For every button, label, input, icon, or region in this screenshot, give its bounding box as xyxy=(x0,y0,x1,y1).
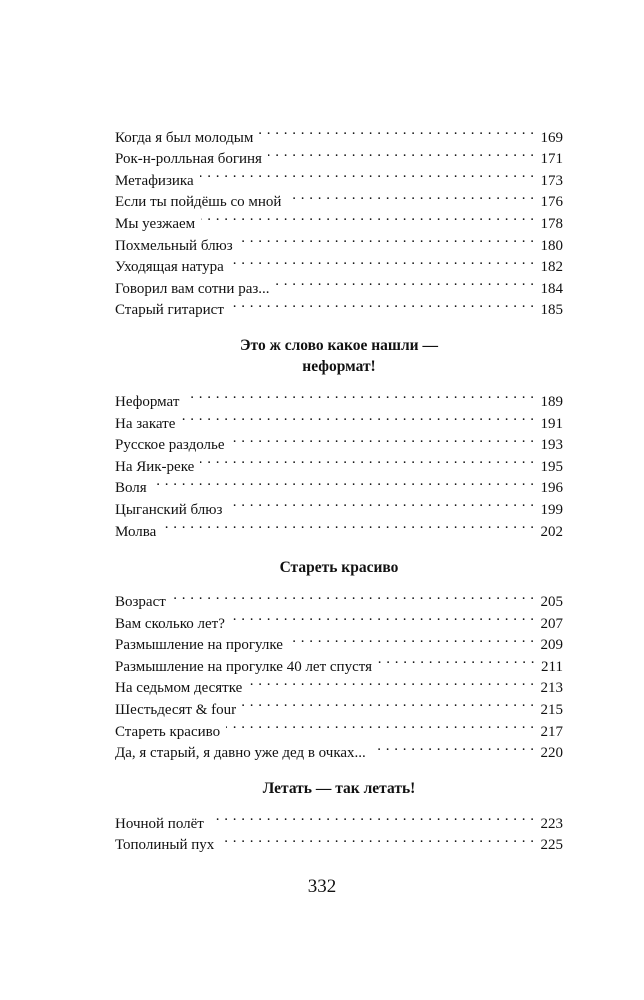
leader-dots xyxy=(248,671,534,693)
toc-entry xyxy=(115,606,563,632)
entry-page-number: 202 xyxy=(540,523,563,540)
entry-title: Похмельный блюз xyxy=(115,237,233,254)
leader-dots xyxy=(239,228,535,250)
leader-dots xyxy=(228,492,534,514)
leader-dots xyxy=(226,714,534,736)
section-heading xyxy=(115,778,563,799)
leader-dots xyxy=(287,185,534,207)
entry-page-number: 199 xyxy=(540,501,563,518)
leader-dots xyxy=(268,142,535,164)
entry-page-number: 184 xyxy=(540,280,563,297)
entry-title: Стареть красиво xyxy=(115,723,221,740)
entry-page-number: 223 xyxy=(540,815,563,832)
leader-dots xyxy=(276,271,535,293)
entry-title: Метафизика xyxy=(115,172,194,189)
section-heading xyxy=(115,335,563,377)
entry-page-number: 191 xyxy=(540,415,563,432)
toc-group xyxy=(115,335,563,540)
section-heading-line: Летать — так летать! xyxy=(262,780,416,798)
entry-page-number: 220 xyxy=(540,745,563,762)
entry-title: Размышление на прогулке xyxy=(115,637,283,654)
toc-entry xyxy=(115,471,563,497)
leader-dots xyxy=(259,120,534,142)
toc-entry xyxy=(115,384,563,410)
leader-dots xyxy=(231,606,535,628)
entry-title: Вам сколько лет? xyxy=(115,615,225,632)
toc-group xyxy=(115,120,563,319)
toc-entry xyxy=(115,806,563,832)
entry-title: Говорил вам сотни раз... xyxy=(115,280,270,297)
toc-entry xyxy=(115,514,563,540)
entry-page-number: 209 xyxy=(540,637,563,654)
entry-title: На седьмом десятке xyxy=(115,680,243,697)
leader-dots xyxy=(185,384,534,406)
leader-dots xyxy=(220,828,534,850)
entry-page-number: 195 xyxy=(540,458,563,475)
leader-dots xyxy=(172,585,535,607)
entry-title: Воля xyxy=(115,480,147,497)
entry-title: Шестьдесят & four xyxy=(115,702,237,719)
leader-dots xyxy=(200,163,535,185)
toc-entry xyxy=(115,406,563,432)
entry-page-number: 180 xyxy=(540,237,563,254)
toc-group xyxy=(115,557,563,762)
entry-title: Когда я был молодым xyxy=(115,129,254,146)
entry-page-number: 171 xyxy=(540,151,563,168)
leader-dots xyxy=(181,406,534,428)
leader-dots xyxy=(378,649,535,671)
entry-page-number: 176 xyxy=(540,194,563,211)
section-heading-line: Стареть красиво xyxy=(279,558,399,576)
entry-title: Если ты пойдёшь со мной xyxy=(115,194,282,211)
leader-dots xyxy=(230,250,535,272)
leader-dots xyxy=(153,471,535,493)
toc-group xyxy=(115,778,563,854)
entry-page-number: 178 xyxy=(540,215,563,232)
entry-title: Уходящая натура xyxy=(115,259,224,276)
entry-title: Тополиный пух xyxy=(115,837,215,854)
entry-title: Русское раздолье xyxy=(115,437,225,454)
entry-page-number: 182 xyxy=(540,259,563,276)
entry-page-number: 205 xyxy=(540,594,563,611)
leader-dots xyxy=(200,449,534,471)
leader-dots xyxy=(201,206,534,228)
page-number: 332 xyxy=(307,876,337,897)
entry-title: Ночной полёт xyxy=(115,815,204,832)
toc-entry xyxy=(115,585,563,611)
entry-page-number: 213 xyxy=(540,680,563,697)
entry-title: Мы уезжаем xyxy=(115,215,196,232)
entry-page-number: 169 xyxy=(540,129,563,146)
entry-page-number: 211 xyxy=(541,658,563,675)
entry-page-number: 193 xyxy=(540,437,563,454)
entry-title: Размышление на прогулке 40 лет спустя xyxy=(115,658,372,675)
leader-dots xyxy=(230,293,535,315)
entry-title: На Яик-реке xyxy=(115,458,195,475)
leader-dots xyxy=(210,806,535,828)
entry-title: Старый гитарист xyxy=(115,302,224,319)
entry-title: Возраст xyxy=(115,594,166,611)
entry-page-number: 185 xyxy=(540,302,563,319)
table-of-contents xyxy=(115,120,563,854)
entry-title: Цыганский блюз xyxy=(115,501,223,518)
toc-entry xyxy=(115,428,563,454)
leader-dots xyxy=(162,514,534,536)
toc-entry xyxy=(115,120,563,146)
entry-title: Да, я старый, я давно уже дед в очках... xyxy=(115,745,366,762)
entry-page-number: 225 xyxy=(540,837,563,854)
entry-title: Молва xyxy=(115,523,157,540)
section-heading-line: неформат! xyxy=(302,358,376,376)
entry-page-number: 207 xyxy=(540,615,563,632)
entry-page-number: 217 xyxy=(540,723,563,740)
toc-entry xyxy=(115,492,563,518)
section-heading xyxy=(115,557,563,578)
entry-title: Рок-н-ролльная богиня xyxy=(115,151,262,168)
section-heading-line: Это ж слово какое нашли — xyxy=(240,337,438,355)
leader-dots xyxy=(242,692,534,714)
entry-title: Неформат xyxy=(115,393,180,410)
entry-page-number: 196 xyxy=(540,480,563,497)
entry-title: На закате xyxy=(115,415,176,432)
entry-page-number: 173 xyxy=(540,172,563,189)
leader-dots xyxy=(372,736,535,758)
entry-page-number: 189 xyxy=(540,393,563,410)
leader-dots xyxy=(231,428,535,450)
entry-page-number: 215 xyxy=(540,702,563,719)
leader-dots xyxy=(289,628,535,650)
